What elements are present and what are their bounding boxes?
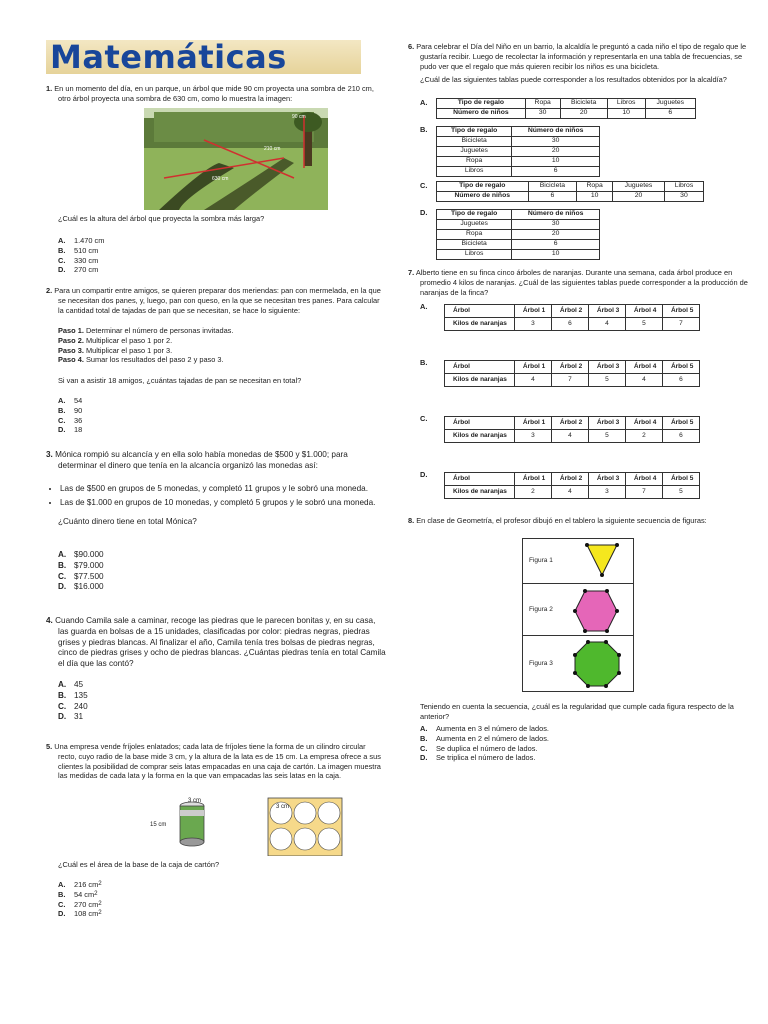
table-cell: Árbol 4 (625, 361, 662, 374)
table-cell: 30 (525, 108, 560, 118)
label-210cm: 210 cm (264, 146, 281, 152)
table-cell: 3 (514, 430, 551, 443)
cans-box-figure (146, 794, 346, 856)
question-4 (46, 616, 386, 670)
question-5-prompt (58, 860, 378, 870)
option-a[interactable]: A. 216 cm 2 (58, 880, 102, 889)
table-cell: Árbol 4 (625, 305, 662, 318)
option-letter[interactable]: A. (420, 302, 428, 311)
label-height: 15 cm (150, 822, 167, 828)
option-a[interactable]: A. 1.470 cm (58, 236, 105, 245)
table-cell: 5 (588, 430, 625, 443)
question-number: 4. (46, 616, 53, 625)
option-c[interactable]: C. Se duplica el número de lados. (420, 743, 538, 753)
table-cell: 4 (588, 318, 625, 331)
table-cell: Número de niños (437, 191, 529, 201)
table-cell: Árbol 1 (514, 305, 551, 318)
table-cell: 30 (512, 219, 600, 229)
table-cell: Bicicleta (528, 182, 577, 192)
table-cell: Libros (664, 182, 703, 192)
figure-2-label: Figura 2 (529, 606, 553, 613)
table-row (437, 191, 704, 201)
table-cell: Árbol 4 (625, 473, 662, 486)
table-cell: 3 (514, 318, 551, 331)
option-letter[interactable]: C. (420, 181, 428, 190)
question-text: Para un compartir entre amigos, se quieren preparar dos meriendas: pan con mermelada, en la que se necesitan dos panes, y, luego, pan con queso, en la que se necesitan tres panes. Para calcular la cantidad total de tajadas de pan que se necesitan, se hace lo siguiente: (54, 286, 381, 315)
question-3-options (58, 550, 104, 593)
table-row (437, 249, 600, 259)
question-2-steps: Paso 1. Determinar el número de personas invitadas. Paso 2. Multiplicar el paso 1 por 2. Paso 3. Multiplicar el paso 1 por 3. Paso 4. Sumar los resultados del paso 2 y paso 3. (58, 326, 234, 365)
table-cell: 5 (625, 318, 662, 331)
table-cell: Kilos de naranjas (445, 430, 515, 443)
question-text: Una empresa vende fríjoles enlatados; cada lata de fríjoles tiene la forma de un cilindro circular recto, cuyo radio de la base mide 3 cm, y la altura de la lata es de 15 cm. La empresa ofrece a sus clientes la posibilidad de comprar seis latas empacadas en una caja de cartón. La imagen muestra las medidas de cada lata y la forma en la que van empacadas las seis latas en la caja. (54, 742, 381, 781)
label-radius-box: 3 cm (276, 804, 290, 810)
table-cell: Kilos de naranjas (445, 486, 515, 499)
option-c[interactable]: C. 330 cm (58, 255, 99, 265)
question-prompt: Si van a asistir 18 amigos, ¿cuántas tajadas de pan se necesitan en total? (58, 376, 302, 385)
option-c[interactable]: C. 270 cm 2 (58, 899, 102, 909)
octagon-shape (573, 640, 621, 688)
table-cell: 20 (512, 229, 600, 239)
question-2-options (58, 396, 82, 435)
table-cell: Tipo de regalo (437, 127, 512, 137)
table-cell: Número de niños (437, 108, 526, 118)
table-cell: 6 (512, 166, 600, 176)
table-cell: 30 (512, 136, 600, 146)
option-d[interactable]: D. 31 (58, 712, 84, 722)
question-1-prompt (58, 214, 378, 224)
table-cell: Árbol (445, 361, 515, 374)
table-option-a (444, 304, 700, 331)
table-cell: 30 (664, 191, 703, 201)
table-cell: Árbol (445, 305, 515, 318)
question-number: 8. (408, 516, 415, 525)
table-cell: Árbol 1 (514, 361, 551, 374)
question-text: Mónica rompió su alcancía y en ella solo había monedas de $500 y $1.000; para determinar el dinero que tenía en la alcancía organizó las monedas así: (55, 450, 348, 470)
table-cell: Juguetes (613, 182, 665, 192)
table-cell: 6 (662, 430, 699, 443)
table-row (437, 219, 600, 229)
question-3 (46, 450, 386, 528)
table-row (437, 136, 600, 146)
table-row (437, 108, 696, 118)
option-a[interactable]: A. Aumenta en 3 el número de lados. (420, 724, 549, 733)
table-cell: Ropa (437, 229, 512, 239)
table-row (445, 374, 700, 387)
question-5 (46, 742, 386, 781)
table-row (437, 166, 600, 176)
option-c[interactable]: C. 240 (58, 701, 88, 711)
table-cell: 6 (662, 374, 699, 387)
table-cell: Árbol 5 (662, 473, 699, 486)
question-prompt: Teniendo en cuenta la secuencia, ¿cuál es la regularidad que cumple cada figura respecto de la anterior? (420, 702, 734, 721)
label-90cm: 90 cm (292, 114, 306, 120)
table-option-c (436, 181, 704, 202)
table-cell: Árbol 2 (551, 473, 588, 486)
table-option-b (436, 126, 600, 177)
table-row (437, 239, 600, 249)
table-row (437, 146, 600, 156)
table-cell: Árbol (445, 473, 515, 486)
table-cell: 2 (625, 430, 662, 443)
table-row (437, 182, 704, 192)
table-cell: 4 (551, 430, 588, 443)
question-7 (408, 268, 756, 297)
question-number: 6. (408, 42, 415, 51)
table-cell: 4 (625, 374, 662, 387)
table-cell: 10 (512, 249, 600, 259)
question-prompt: ¿Cuál es el área de la base de la caja de cartón? (58, 860, 220, 869)
option-b[interactable]: B. 510 cm (58, 245, 99, 255)
table-cell: Árbol 3 (588, 361, 625, 374)
table-cell: 5 (662, 486, 699, 499)
table-cell: Árbol 2 (551, 417, 588, 430)
table-cell: 6 (528, 191, 577, 201)
table-cell: 10 (577, 191, 613, 201)
option-letter[interactable]: B. (420, 125, 428, 134)
table-row (437, 99, 696, 109)
table-cell: 7 (625, 486, 662, 499)
question-4-options (58, 680, 88, 723)
table-option-b (444, 360, 700, 387)
table-cell: Árbol 5 (662, 361, 699, 374)
table-cell: Juguetes (437, 146, 512, 156)
question-text: Alberto tiene en su finca cinco árboles de naranjas. Durante una semana, cada árbol produce en promedio 4 kilos de naranjas. ¿Cuál de las siguientes tablas puede corresponder a la producción de naranjas de la finca? (415, 268, 748, 297)
option-letter[interactable]: C. (420, 414, 428, 423)
option-d[interactable]: D. 270 cm (58, 265, 99, 275)
table-cell: Ropa (437, 156, 512, 166)
question-1 (46, 84, 386, 104)
question-5-options (58, 880, 102, 919)
question-text: En clase de Geometría, el profesor dibujó en el tablero la siguiente secuencia de figuras: (416, 516, 707, 525)
table-cell: Juguetes (437, 219, 512, 229)
table-row (445, 305, 700, 318)
question-prompt: ¿Cuál de las siguientes tablas puede corresponder a los resultados obtenidos por la alcaldía? (420, 75, 727, 85)
question-3-bullets: • Las de $500 en grupos de 5 monedas, y completó 11 grupos y le sobró una moneda. • Las de $1.000 en grupos de 10 monedas, y completó 5 grupos y le sobró una moneda. (60, 484, 386, 510)
label-630cm: 630 cm (212, 176, 229, 182)
table-cell: Árbol 2 (551, 305, 588, 318)
question-8-options (420, 724, 549, 763)
option-d[interactable]: D. 108 cm 2 (58, 909, 102, 919)
table-cell: Árbol 3 (588, 305, 625, 318)
question-text: Cuando Camila sale a caminar, recoge las piedras que le parecen bonitas y, en su casa, las guarda en bolsas de a 15 unidades, clasificadas por color: piedras negras, piedras grises y piedras blancas. Al finalizar el año, Camila tenía tres bolsas de piedras negras, cinco de piedras grises y ocho de piedras blancas. ¿Cuántas piedras tenía en total Camila el día que las contó? (55, 616, 386, 669)
table-cell: Árbol 1 (514, 417, 551, 430)
figure-3-label: Figura 3 (529, 660, 553, 667)
table-cell: 4 (514, 374, 551, 387)
option-a[interactable]: A. 54 (58, 396, 83, 405)
table-cell: Libros (437, 166, 512, 176)
table-row (445, 318, 700, 331)
table-cell: 6 (645, 108, 695, 118)
table-cell: 10 (512, 156, 600, 166)
figure-2-cell (523, 583, 633, 636)
table-row (437, 210, 600, 220)
table-cell: Número de niños (512, 127, 600, 137)
table-cell: Árbol 1 (514, 473, 551, 486)
question-2-prompt (58, 376, 378, 386)
triangle-shape (585, 543, 619, 579)
question-number: 1. (46, 84, 53, 93)
table-cell: 20 (512, 146, 600, 156)
table-row (445, 430, 700, 443)
table-option-d (444, 472, 700, 499)
table-cell: Bicicleta (437, 136, 512, 146)
option-c[interactable]: C. 36 (58, 415, 83, 425)
question-number: 3. (46, 450, 53, 459)
table-cell: Kilos de naranjas (445, 318, 515, 331)
question-text: En un momento del día, en un parque, un árbol que mide 90 cm proyecta una sombra de 210 cm, otro árbol proyecta una sombra de 630 cm, como lo muestra la imagen: (54, 84, 374, 103)
table-cell: 7 (662, 318, 699, 331)
table-cell: Ropa (577, 182, 613, 192)
table-row (445, 417, 700, 430)
option-b[interactable]: B. 90 (58, 405, 83, 415)
table-cell: Libros (607, 99, 645, 109)
table-cell: 6 (551, 318, 588, 331)
option-b[interactable]: B. Aumenta en 2 el número de lados. (420, 733, 549, 743)
option-d[interactable]: D. $16.000 (58, 582, 104, 592)
question-number: 7. (408, 268, 415, 277)
question-2 (46, 286, 386, 315)
option-letter[interactable]: D. (420, 208, 428, 217)
table-cell: 10 (607, 108, 645, 118)
table-row (437, 229, 600, 239)
table-cell: Número de niños (512, 210, 600, 220)
option-a[interactable]: A. 45 (58, 680, 84, 689)
table-option-a (436, 98, 696, 119)
table-cell: Árbol 4 (625, 417, 662, 430)
table-cell: Tipo de regalo (437, 99, 526, 109)
table-option-c (444, 416, 700, 443)
option-b[interactable]: B. $79.000 (58, 560, 104, 570)
table-row (445, 486, 700, 499)
question-8-prompt (420, 702, 760, 722)
figure-1-cell (523, 539, 633, 583)
table-cell: 20 (613, 191, 665, 201)
table-cell: 2 (514, 486, 551, 499)
question-text: Para celebrar el Día del Niño en un barrio, la alcaldía le preguntó a cada niño el tipo de regalo que le gustaría recibir. Luego de recolectar la información y representarla en una tabla de frecuencias, se pudo ver que el regalo que más quieren recibir los niños es una bicicleta. (416, 42, 747, 71)
option-c[interactable]: C. $77.500 (58, 571, 104, 581)
option-a[interactable]: A. $90.000 (58, 550, 104, 559)
question-number: 2. (46, 286, 53, 295)
option-letter[interactable]: D. (420, 470, 428, 479)
table-option-d (436, 209, 600, 260)
table-row (445, 473, 700, 486)
page-title-banner (46, 40, 361, 74)
table-cell: Ropa (525, 99, 560, 109)
option-d[interactable]: D. 18 (58, 425, 83, 435)
table-row (445, 361, 700, 374)
question-number: 5. (46, 742, 53, 751)
table-cell: Bicicleta (437, 239, 512, 249)
figure-3-cell (523, 635, 633, 692)
table-cell: Árbol 2 (551, 361, 588, 374)
option-letter[interactable]: B. (420, 358, 428, 367)
table-cell: Tipo de regalo (437, 210, 512, 220)
option-letter[interactable]: A. (420, 98, 428, 107)
table-cell: Árbol 5 (662, 305, 699, 318)
label-radius-can: 3 cm (188, 798, 202, 804)
question-prompt: ¿Cuánto dinero tiene en total Mónica? (58, 517, 197, 527)
table-cell: 3 (588, 486, 625, 499)
table-cell: Árbol 3 (588, 473, 625, 486)
table-row (437, 127, 600, 137)
table-row (437, 156, 600, 166)
figure-1-label: Figura 1 (529, 557, 553, 564)
table-cell: 5 (588, 374, 625, 387)
option-b[interactable]: B. 135 (58, 690, 88, 700)
question-6 (408, 42, 756, 85)
question-1-options (58, 236, 104, 275)
option-d[interactable]: D. Se triplica el número de lados. (420, 753, 536, 763)
question-8 (408, 516, 756, 526)
table-cell: 20 (560, 108, 607, 118)
page-title: Matemáticas (50, 38, 287, 76)
figure-sequence (522, 538, 634, 692)
table-cell: 7 (551, 374, 588, 387)
option-b[interactable]: B. 54 cm 2 (58, 889, 98, 899)
tree-shadow-photo (144, 108, 328, 210)
table-cell: Tipo de regalo (437, 182, 529, 192)
question-prompt: ¿Cuál es la altura del árbol que proyecta la sombra más larga? (58, 214, 265, 223)
table-cell: Árbol (445, 417, 515, 430)
table-cell: Juguetes (645, 99, 695, 109)
table-cell: 4 (551, 486, 588, 499)
table-cell: Árbol 3 (588, 417, 625, 430)
hexagon-shape (573, 588, 619, 634)
table-cell: Libros (437, 249, 512, 259)
table-cell: Kilos de naranjas (445, 374, 515, 387)
table-cell: 6 (512, 239, 600, 249)
table-cell: Árbol 5 (662, 417, 699, 430)
table-cell: Bicicleta (560, 99, 607, 109)
